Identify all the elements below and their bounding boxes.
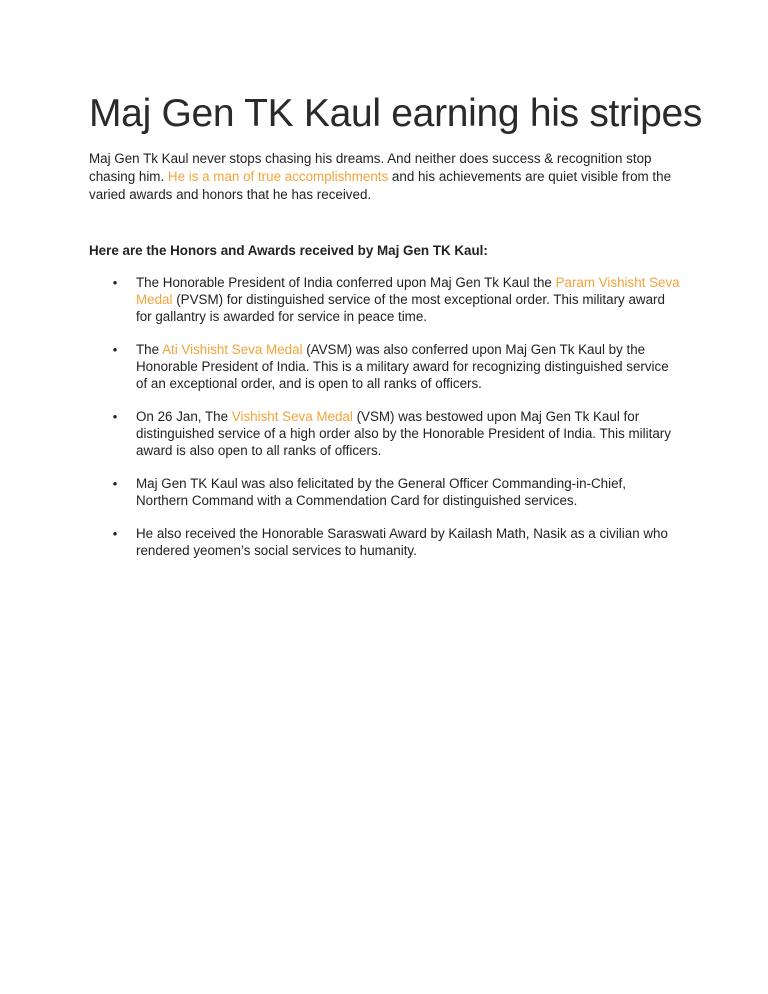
bullet-icon: • — [112, 409, 118, 424]
award-item-saraswati-award — [89, 525, 681, 559]
award-text: (VSM) was bestowed upon Maj Gen Tk Kaul for distinguished service of a high order also by the Honorable President of India. This military award is also open to all ranks of officers. — [136, 409, 671, 458]
award-text: (AVSM) was also conferred upon Maj Gen Tk Kaul by the Honorable President of India. This is a military award for recognizing distinguished service of an exceptional order, and is open to all ranks of officers. — [136, 342, 669, 391]
awards-heading: Here are the Honors and Awards received by Maj Gen TK Kaul: — [89, 243, 488, 258]
bullet-icon: • — [112, 476, 118, 491]
page-title: Maj Gen TK Kaul earning his stripes — [89, 92, 703, 135]
award-item-vsm — [89, 408, 681, 459]
accomplishments-link[interactable]: He is a man of true accomplishments — [167, 169, 389, 184]
intro-paragraph — [89, 150, 681, 204]
avsm-link[interactable]: Ati Vishisht Seva Medal — [162, 342, 303, 357]
document-content — [89, 90, 703, 575]
award-text: (PVSM) for distinguished service of the most exceptional order. This military award for gallantry is awarded for service in peace time. — [136, 292, 665, 324]
bullet-icon: • — [112, 275, 118, 290]
award-text: The Honorable President of India conferred upon Maj Gen Tk Kaul the — [136, 275, 556, 290]
award-item-avsm — [89, 341, 681, 392]
award-text: Maj Gen TK Kaul was also felicitated by the General Officer Commanding-in-Chief, Northern Command with a Commendation Card for distinguished services. — [136, 476, 626, 508]
award-item-pvsm — [89, 274, 681, 325]
award-item-commendation-card — [89, 475, 681, 509]
award-text: The — [136, 342, 163, 357]
award-text: He also received the Honorable Saraswati Award by Kailash Math, Nasik as a civilian who rendered yeomen’s social services to humanity. — [136, 526, 668, 558]
awards-list — [89, 274, 681, 559]
vsm-link[interactable]: Vishisht Seva Medal — [231, 409, 353, 424]
award-text: On 26 Jan, The — [136, 409, 232, 424]
bullet-icon: • — [112, 342, 118, 357]
pvsm-link[interactable]: Param Vishisht Seva Medal — [136, 275, 680, 307]
intro-text-start: Maj Gen Tk Kaul never stops chasing his dreams. And neither does success & recognition stop chasing him. — [89, 151, 652, 184]
intro-text-end: and his achievements are quiet visible from the varied awards and honors that he has received. — [89, 169, 672, 202]
bullet-icon: • — [112, 526, 118, 541]
